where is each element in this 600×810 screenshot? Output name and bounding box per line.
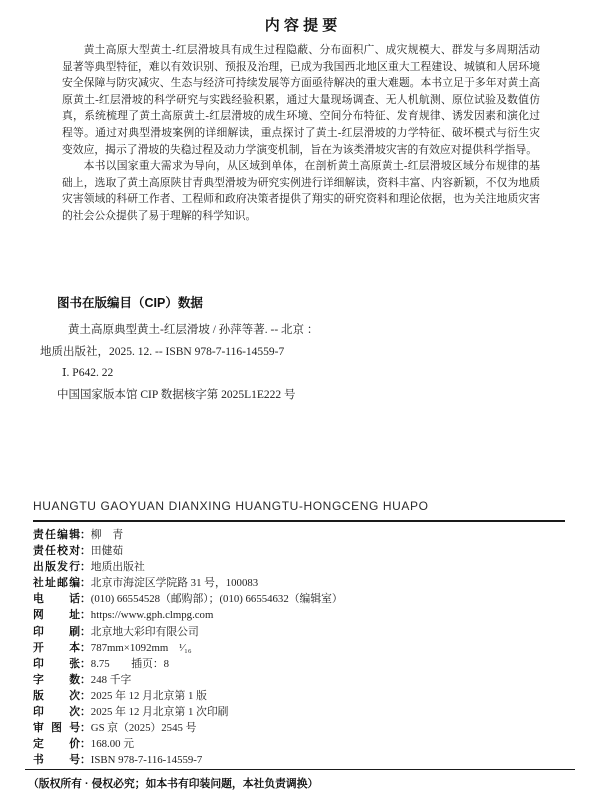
row-label: 书号: [33, 754, 80, 767]
row-colon: ：: [80, 706, 91, 719]
row-colon: ：: [80, 657, 91, 670]
summary-paragraph-2: 本书以国家重大需求为导向，从区域到单体，在剖析黄土高原黄土-红层滑坡区域分布规律的基础上，选取了黄土高原陕甘青典型滑坡为研究实例进行详细解读，资料丰富、内容新颖，不仅为地质灾害领域的科研工作者、工程师和政府决策者提供了翔实的研究资料和理论依据，也为关注地质灾害的社会公众提供了易于理解的科学知识。: [62, 160, 540, 222]
row-label: 定价: [33, 738, 80, 751]
row-value: ISBN 978-7-116-14559-7: [90, 754, 203, 767]
cip-record-number-line: 中国国家版本馆 CIP 数据核字第 2025L1E222 号: [57, 388, 296, 401]
colophon-row-website: [33, 607, 578, 623]
row-value: 田健茹: [90, 545, 124, 558]
colophon-row-telephone: [33, 591, 578, 607]
colophon-row-format: [33, 640, 578, 656]
cip-data-section: [40, 293, 520, 406]
cip-header: 图书在版编目（CIP）数据: [57, 296, 203, 310]
colophon-row-isbn: [33, 752, 578, 768]
cip-title-line: 黄土高原典型黄土-红层滑坡 / 孙萍等著. -- 北京 ：: [68, 324, 319, 336]
row-value: 168.00 元: [90, 738, 134, 751]
row-label: 印刷: [33, 625, 80, 638]
top-divider-rule: [33, 520, 565, 522]
row-value: 北京市海淀区学院路 31 号，100083: [90, 577, 259, 590]
content-summary-section: [62, 14, 540, 225]
colophon-row-publisher: [33, 559, 578, 575]
row-value: (010) 66554528（邮购部）；(010) 66554632（编辑室）: [90, 593, 343, 606]
row-colon: ：: [80, 689, 91, 702]
colophon-row-impression: [33, 704, 578, 720]
colophon-row-map-approval: [33, 720, 578, 736]
colophon-row-edition: [33, 688, 578, 704]
row-value: 8.75 插页：8: [90, 657, 170, 670]
row-colon: ：: [80, 641, 91, 654]
row-label: 审图号: [33, 722, 80, 735]
row-colon: ：: [80, 673, 91, 686]
row-value: GS 京（2025）2545 号: [90, 722, 197, 735]
cip-publisher-line: 地质出版社，2025. 12. -- ISBN 978-7-116-14559-7: [40, 345, 285, 358]
row-value: 北京地大彩印有限公司: [90, 625, 199, 638]
row-colon: ：: [80, 529, 91, 541]
row-colon: ：: [80, 593, 91, 606]
bottom-divider-rule: [25, 769, 575, 770]
row-colon: ：: [80, 625, 91, 638]
colophon-row-wordcount: [33, 672, 578, 688]
summary-title: 内 容 提 要: [264, 17, 338, 34]
row-colon: ：: [80, 722, 91, 735]
copyright-notice: （版权所有 · 侵权必究；如本书有印装问题，本社负责调换）: [28, 778, 319, 790]
row-label: 责任编辑: [33, 529, 80, 541]
row-value: 地质出版社: [90, 561, 145, 574]
row-colon: ：: [80, 738, 91, 751]
colophon-list: [33, 527, 578, 768]
row-colon: ：: [80, 561, 91, 574]
colophon-row-price: [33, 736, 578, 752]
row-label: 社址邮编: [33, 577, 80, 590]
row-value: https://www.gph.clmpg.com: [90, 609, 214, 622]
row-label: 印张: [33, 657, 80, 670]
row-value: 787mm×1092mm ¹⁄₁₆: [90, 641, 192, 654]
colophon-row-sheets: [33, 656, 578, 672]
row-value: 2025 年 12 月北京第 1 版: [90, 689, 207, 702]
colophon-row-printer: [33, 624, 578, 640]
row-label: 印次: [33, 706, 80, 719]
cip-classification-line: Ⅰ. P642. 22: [62, 367, 114, 379]
row-colon: ：: [80, 577, 91, 590]
colophon-row-address: [33, 575, 578, 591]
row-colon: ：: [80, 609, 91, 622]
row-value: 248 千字: [90, 673, 132, 686]
row-label: 责任校对: [33, 545, 80, 558]
summary-paragraph-1: 黄土高原大型黄土-红层滑坡具有成生过程隐蔽、分布面积广、成灾规模大、群发与多周期活动显著等典型特征，难以有效识别、预报及治理，已成为我国西北地区重大工程建设、城镇和人居环境安全保障与防灾减灾、生态与经济可持续发展等方面亟待解决的重大难题。本书立足于多年对黄土高原黄土-红层滑坡的科学研究与实践经验积累，通过大量现场调查、无人机航测、原位试验及数值仿真，系统梳理了黄土高原黄土-红层滑坡的成生环境、空间分布特征、发育规律、诱发因素和演化过程等。通过对典型滑坡案例的详细解读，重点探讨了黄土-红层滑坡的力学特征、破坏模式与衍生灾变效应，揭示了滑坡的失稳过程及动力学演变机制，旨在为该类滑坡灾害的有效应对提供科学指导。: [62, 44, 540, 156]
colophon-row-editor: [33, 527, 578, 543]
row-label: 开本: [33, 641, 80, 654]
row-value: 2025 年 12 月北京第 1 次印刷: [90, 706, 229, 719]
row-colon: ：: [80, 754, 91, 767]
row-label: 版次: [33, 689, 80, 702]
row-label: 字数: [33, 673, 80, 686]
row-value: 柳 青: [90, 529, 124, 541]
row-label: 网址: [33, 609, 80, 622]
colophon-row-proofreader: [33, 543, 578, 559]
row-label: 出版发行: [33, 561, 80, 574]
pinyin-title: HUANGTU GAOYUAN DIANXING HUANGTU-HONGCENG HUAPO: [33, 499, 429, 513]
row-colon: ：: [80, 545, 91, 558]
row-label: 电话: [33, 593, 80, 606]
